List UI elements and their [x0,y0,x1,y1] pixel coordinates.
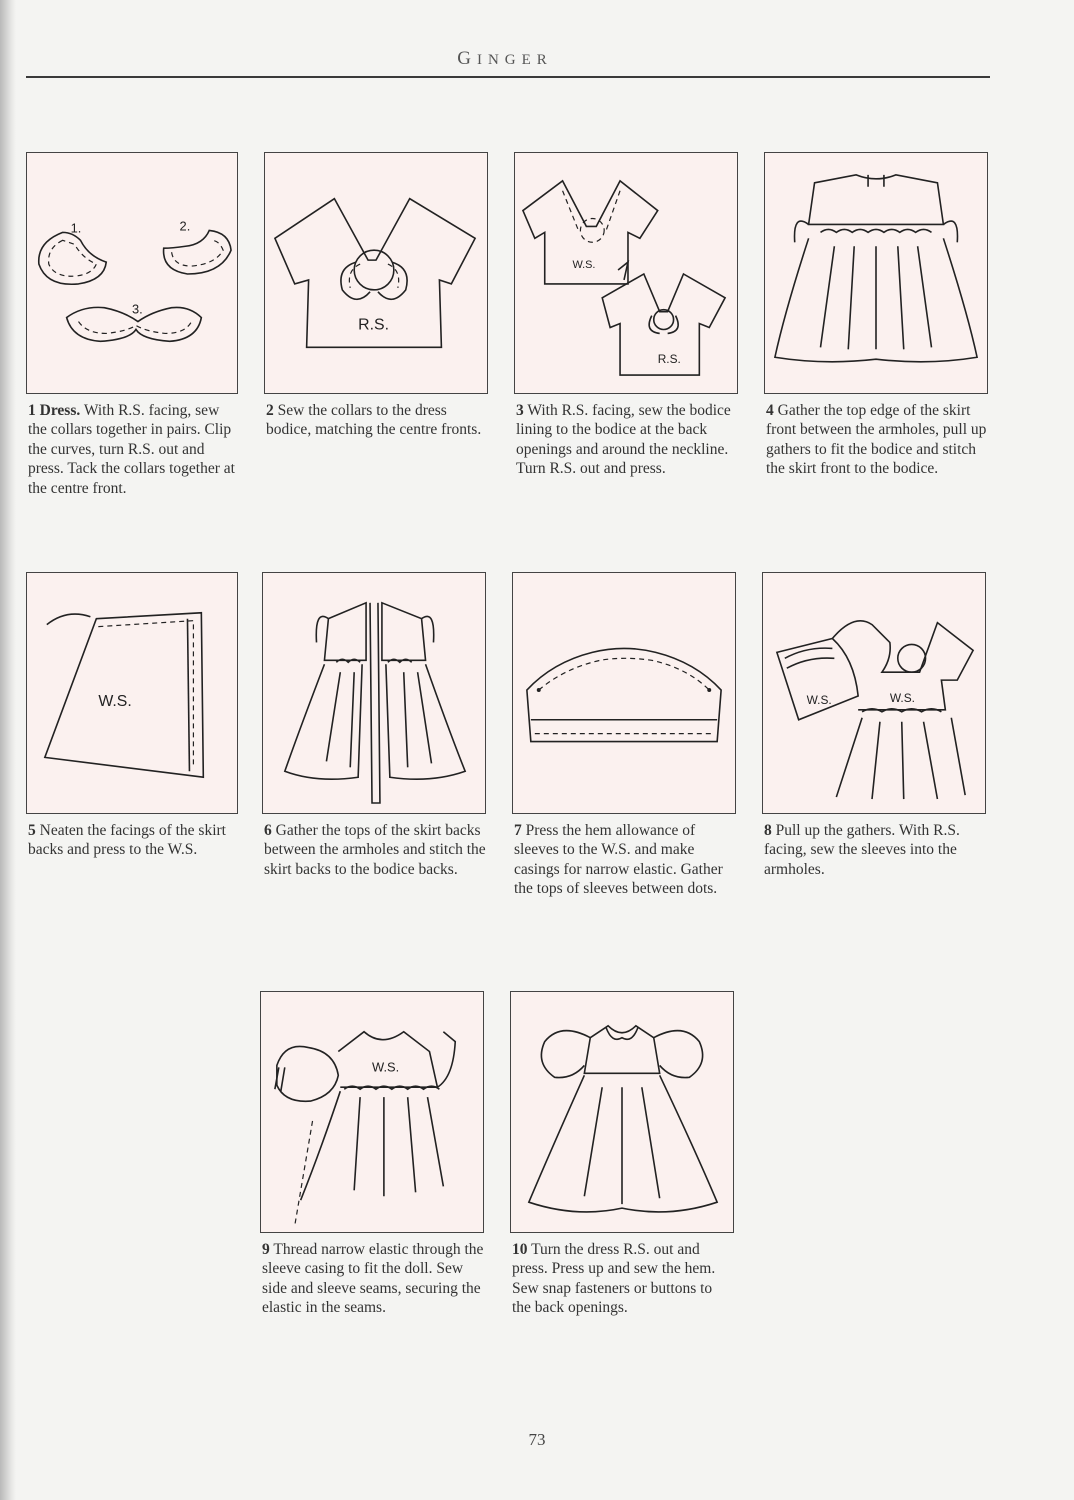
illustration-step-6 [262,572,486,814]
illustration-step-10 [510,991,734,1233]
step-text: Neaten the facings of the skirt backs and press to the W.S. [28,822,226,859]
step-number: 3 [516,402,524,419]
caption-step-3 [516,401,738,479]
running-head-rest: INGER [476,52,553,68]
sleeve-casing-drawing [513,573,735,813]
illustration-step-1 [26,152,238,394]
finished-dress-drawing [511,992,733,1232]
side-seam-drawing [261,992,483,1232]
illustration-step-5 [26,572,238,814]
step-number: 10 [512,1241,528,1258]
caption-step-9 [262,1240,484,1318]
step-number: 5 [28,822,36,839]
caption-step-2 [266,401,488,440]
header-rule [26,76,990,78]
collar-pieces-drawing [27,153,237,393]
caption-step-4 [766,401,990,479]
step-text: Gather the top edge of the skirt front between the armholes, pull up gathers to fit the bodice and stitch the skirt front to the bodice. [766,402,987,478]
step-text: Thread narrow elastic through the sleeve casing to fit the doll. Sew side and sleeve seams, securing the elastic in the seams. [262,1241,484,1317]
step-number: 2 [266,402,274,419]
caption-step-10 [512,1240,734,1318]
collar-label-3: 3. [132,301,143,317]
step-text: With R.S. facing, sew the collars together in pairs. Clip the curves, turn R.S. out and press. Tack the collars together at the centre front. [28,402,235,497]
step-text: Turn the dress R.S. out and press. Press up and sew the hem. Sew snap fasteners or buttons to the back openings. [512,1241,716,1317]
illustration-step-8 [762,572,986,814]
illustration-step-4 [764,152,988,394]
illustration-step-7 [512,572,736,814]
sleeve-insertion-drawing [763,573,985,813]
step-text: Press the hem allowance of sleeves to the W.S. and make casings for narrow elastic. Gather the tops of sleeves between dots. [514,822,723,898]
step-number: 8 [764,822,772,839]
skirt-front-drawing [765,153,987,393]
collar-label-2: 2. [179,218,191,234]
illustration-step-9 [260,991,484,1233]
ws-label: W.S. [372,1059,400,1075]
page-gutter-shadow [0,0,16,1500]
caption-step-5 [28,821,240,860]
ws-label: W.S. [98,692,132,710]
rs-label: R.S. [358,316,389,334]
illustration-step-3 [514,152,738,394]
illustration-step-2 [264,152,488,394]
step-text: Sew the collars to the dress bodice, matching the centre fronts. [266,402,482,439]
skirt-backs-drawing [263,573,485,813]
skirt-back-facing-drawing [27,573,237,813]
step-number: 7 [514,822,522,839]
caption-step-7 [514,821,736,899]
step-text: Pull up the gathers. With R.S. facing, sew the sleeves into the armholes. [764,822,960,878]
collar-label-1: 1. [70,220,82,236]
step-text: Gather the tops of the skirt backs between the armholes and stitch the skirt backs to the bodice backs. [264,822,486,878]
page-number: 73 [528,1430,546,1449]
caption-step-6 [264,821,488,879]
running-head-initial: G [457,48,477,69]
sleeve-ws-label: W.S. [806,692,832,707]
bodice-lining-drawing [515,153,737,393]
ws-label: W.S. [572,259,596,272]
step-number: 6 [264,822,272,839]
running-head [0,48,1010,70]
step-number: 1 [28,402,36,419]
step-text: With R.S. facing, sew the bodice lining to the bodice at the back openings and around the neckline. Turn R.S. out and press. [516,402,731,478]
step-heading: Dress. [39,402,81,419]
bodice-with-collars-drawing [265,153,487,393]
step-number: 4 [766,402,774,419]
bodice-ws-label: W.S. [889,690,915,705]
step-number: 9 [262,1241,270,1258]
caption-step-8 [764,821,986,879]
rs-label: R.S. [657,352,681,367]
caption-step-1 [28,401,240,498]
